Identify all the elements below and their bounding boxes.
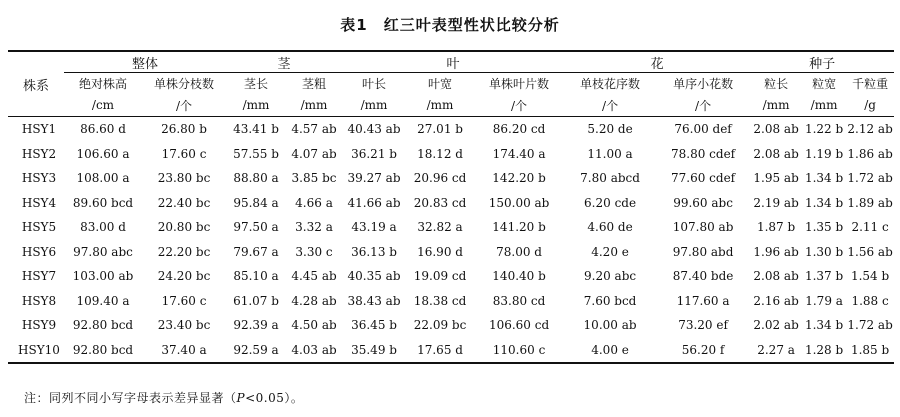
column-unit: /个: [474, 94, 564, 117]
line-id-cell: HSY3: [21, 171, 57, 186]
table-cell: 1.30 b: [804, 244, 844, 259]
column-header: 单株叶片数: [489, 77, 550, 91]
table-cell: 4.28 ab: [291, 293, 337, 308]
table-cell: 1.56 ab: [847, 244, 893, 259]
table-cell: 3.85 bc: [291, 171, 337, 186]
table-cell: 1.34 b: [804, 318, 844, 333]
table-cell: 2.12 ab: [847, 122, 893, 137]
table-cell: 18.38 cd: [413, 293, 467, 308]
table-cell: 1.95 ab: [753, 171, 799, 186]
table-cell: 40.43 ab: [347, 122, 401, 137]
table-cell: 23.80 bc: [157, 171, 211, 186]
table-cell: 1.34 b: [804, 195, 844, 210]
table-row: [8, 289, 894, 314]
table-cell: 27.01 b: [417, 122, 463, 137]
table-cell: 17.60 c: [161, 146, 207, 161]
table-cell: 92.39 a: [233, 318, 279, 333]
table-cell: 17.60 c: [161, 293, 207, 308]
column-unit: /mm: [802, 94, 846, 117]
column-header: 茎长: [244, 77, 269, 91]
table-cell: 7.80 abcd: [580, 171, 640, 186]
table-cell: 107.80 ab: [672, 220, 734, 235]
table-cell: 17.65 d: [406, 338, 474, 364]
table-cell: 1.96 ab: [753, 244, 799, 259]
line-id-cell: HSY10: [8, 338, 64, 364]
column-header: 粒长: [764, 77, 789, 91]
table-row: [8, 313, 894, 338]
table-cell: 37.40 a: [142, 338, 226, 364]
row-header: 株系: [8, 51, 64, 117]
table-cell: 140.40 b: [492, 269, 546, 284]
table-cell: 22.20 bc: [157, 244, 211, 259]
table-cell: 95.84 a: [233, 195, 279, 210]
table-cell: 78.80 cdef: [671, 146, 736, 161]
column-unit: /个: [656, 94, 750, 117]
table-row: [8, 142, 894, 167]
column-unit: /g: [846, 94, 894, 117]
table-row: [8, 240, 894, 265]
table-cell: 1.89 ab: [847, 195, 893, 210]
table-cell: 36.13 b: [351, 244, 397, 259]
table-cell: 88.80 a: [233, 171, 279, 186]
table-row: [8, 166, 894, 191]
column-header: 叶长: [362, 77, 387, 91]
table-cell: 1.19 b: [804, 146, 844, 161]
table-cell: 4.03 ab: [286, 338, 342, 364]
table-cell: 61.07 b: [233, 293, 279, 308]
table-cell: 43.19 a: [351, 220, 397, 235]
table-cell: 97.80 abd: [672, 244, 734, 259]
table-body: [8, 117, 894, 364]
table-cell: 9.20 abc: [584, 269, 637, 284]
line-id-cell: HSY4: [21, 195, 57, 210]
table-cell: 22.09 bc: [413, 318, 467, 333]
note-p-symbol: P: [236, 391, 246, 405]
group-header: 花: [564, 51, 750, 73]
table-cell: 1.85 b: [846, 338, 894, 364]
table-cell: 4.20 e: [591, 244, 629, 259]
table-cell: 1.88 c: [851, 293, 889, 308]
table-row: [8, 191, 894, 216]
table-caption: [0, 14, 900, 35]
table-cell: 97.80 abc: [73, 244, 133, 259]
table-cell: 40.35 ab: [347, 269, 401, 284]
table-cell: 4.60 de: [587, 220, 633, 235]
table-cell: 4.50 ab: [291, 318, 337, 333]
table-cell: 4.45 ab: [291, 269, 337, 284]
table-cell: 4.66 a: [295, 195, 333, 210]
table-cell: 23.40 bc: [157, 318, 211, 333]
group-header: 种子: [750, 51, 894, 73]
table-cell: 142.20 b: [492, 171, 546, 186]
table-cell: 85.10 a: [233, 269, 279, 284]
table-cell: 103.00 ab: [72, 269, 134, 284]
table-cell: 32.82 a: [417, 220, 463, 235]
table-cell: 1.35 b: [804, 220, 844, 235]
table-cell: 2.27 a: [750, 338, 802, 364]
table-cell: 4.57 ab: [291, 122, 337, 137]
table-cell: 87.40 bde: [672, 269, 734, 284]
table-number: 表1: [340, 16, 368, 34]
line-id-cell: HSY6: [21, 244, 57, 259]
table-cell: 106.60 cd: [488, 318, 550, 333]
table-cell: 39.27 ab: [347, 171, 401, 186]
table-row: [8, 117, 894, 142]
table-cell: 19.09 cd: [413, 269, 467, 284]
table-cell: 18.12 d: [417, 146, 463, 161]
column-header: 茎粗: [302, 77, 327, 91]
table-cell: 20.83 cd: [413, 195, 467, 210]
table-cell: 1.79 a: [805, 293, 843, 308]
table-cell: 141.20 b: [492, 220, 546, 235]
column-header: 单株分枝数: [154, 77, 215, 91]
table-cell: 35.49 b: [342, 338, 406, 364]
table-cell: 7.60 bcd: [583, 293, 637, 308]
table-cell: 174.40 a: [492, 146, 546, 161]
table-cell: 83.80 cd: [492, 293, 546, 308]
line-id-cell: HSY9: [21, 318, 57, 333]
table-cell: 109.40 a: [76, 293, 130, 308]
table-cell: 76.00 def: [674, 122, 732, 137]
column-header: 粒宽: [812, 77, 837, 91]
table-cell: 20.96 cd: [413, 171, 467, 186]
column-unit: /mm: [342, 94, 406, 117]
table-cell: 4.07 ab: [291, 146, 337, 161]
column-unit: /个: [142, 94, 226, 117]
table-cell: 77.60 cdef: [671, 171, 736, 186]
table-cell: 3.30 c: [295, 244, 333, 259]
note-prefix: 注：同列不同小写字母表示差异显著（: [24, 391, 237, 405]
table-cell: 2.19 ab: [753, 195, 799, 210]
table-cell: 86.20 cd: [492, 122, 546, 137]
table-cell: 97.50 a: [233, 220, 279, 235]
line-id-cell: HSY1: [21, 122, 57, 137]
table-note: [24, 389, 303, 406]
table-cell: 2.08 ab: [753, 269, 799, 284]
line-id-cell: HSY7: [21, 269, 57, 284]
column-unit: /mm: [750, 94, 802, 117]
table-cell: 16.90 d: [417, 244, 463, 259]
table-cell: 20.80 bc: [157, 220, 211, 235]
table-cell: 1.34 b: [804, 171, 844, 186]
table-cell: 43.41 b: [233, 122, 279, 137]
table-cell: 36.21 b: [351, 146, 397, 161]
table-cell: 1.54 b: [850, 269, 890, 284]
table-cell: 92.80 bcd: [72, 318, 134, 333]
table-cell: 26.80 b: [161, 122, 207, 137]
table-cell: 3.32 a: [295, 220, 333, 235]
table-cell: 57.55 b: [233, 146, 279, 161]
table-cell: 83.00 d: [80, 220, 126, 235]
table-cell: 22.40 bc: [157, 195, 211, 210]
group-header: 整体: [64, 51, 226, 73]
table-cell: 24.20 bc: [157, 269, 211, 284]
table-cell: 89.60 bcd: [72, 195, 134, 210]
table-cell: 11.00 a: [587, 146, 633, 161]
table-cell: 73.20 ef: [678, 318, 728, 333]
column-header: 单枝花序数: [580, 77, 641, 91]
table-cell: 92.80 bcd: [64, 338, 142, 364]
table-cell: 2.11 c: [851, 220, 889, 235]
table-cell: 1.28 b: [802, 338, 846, 364]
table-cell: 56.20 f: [656, 338, 750, 364]
table-row: [8, 264, 894, 289]
table-cell: 150.00 ab: [488, 195, 550, 210]
table-cell: 2.16 ab: [753, 293, 799, 308]
line-id-cell: HSY2: [21, 146, 57, 161]
table-cell: 1.72 ab: [847, 318, 893, 333]
table-cell: 10.00 ab: [583, 318, 637, 333]
phenotype-table: [8, 50, 894, 364]
table-cell: 2.02 ab: [753, 318, 799, 333]
table-cell: 2.08 ab: [753, 146, 799, 161]
note-suffix: <0.05）。: [245, 391, 304, 405]
table-cell: 36.45 b: [351, 318, 397, 333]
table-header: [8, 51, 894, 117]
table-cell: 108.00 a: [76, 171, 130, 186]
table-cell: 41.66 ab: [347, 195, 401, 210]
table-cell: 2.08 ab: [753, 122, 799, 137]
table-cell: 79.67 a: [233, 244, 279, 259]
table-cell: 1.86 ab: [847, 146, 893, 161]
table-row: [8, 338, 894, 364]
column-unit: /mm: [286, 94, 342, 117]
table-cell: 1.22 b: [804, 122, 844, 137]
column-unit: /mm: [226, 94, 286, 117]
column-header: 绝对株高: [78, 77, 127, 91]
line-id-cell: HSY5: [21, 220, 57, 235]
table-cell: 106.60 a: [76, 146, 130, 161]
column-header: 单序小花数: [673, 77, 734, 91]
table-cell: 4.00 e: [564, 338, 656, 364]
table-cell: 38.43 ab: [347, 293, 401, 308]
table-cell: 92.59 a: [226, 338, 286, 364]
table-cell: 86.60 d: [80, 122, 126, 137]
table-cell: 1.37 b: [804, 269, 844, 284]
table-cell: 1.72 ab: [847, 171, 893, 186]
table-cell: 99.60 abc: [673, 195, 733, 210]
line-id-cell: HSY8: [21, 293, 57, 308]
column-header: 千粒重: [852, 77, 889, 91]
table-cell: 5.20 de: [587, 122, 633, 137]
table-cell: 117.60 a: [676, 293, 730, 308]
table-title: 红三叶表型性状比较分析: [383, 16, 560, 34]
table-cell: 1.87 b: [756, 220, 796, 235]
table-cell: 6.20 cde: [584, 195, 637, 210]
column-header: 叶宽: [428, 77, 453, 91]
column-unit: /个: [564, 94, 656, 117]
column-unit: /cm: [64, 94, 142, 117]
table-cell: 110.60 c: [474, 338, 564, 364]
column-unit: /mm: [406, 94, 474, 117]
group-header: 茎: [226, 51, 342, 73]
table-cell: 78.00 d: [496, 244, 542, 259]
table-row: [8, 215, 894, 240]
group-header: 叶: [342, 51, 564, 73]
